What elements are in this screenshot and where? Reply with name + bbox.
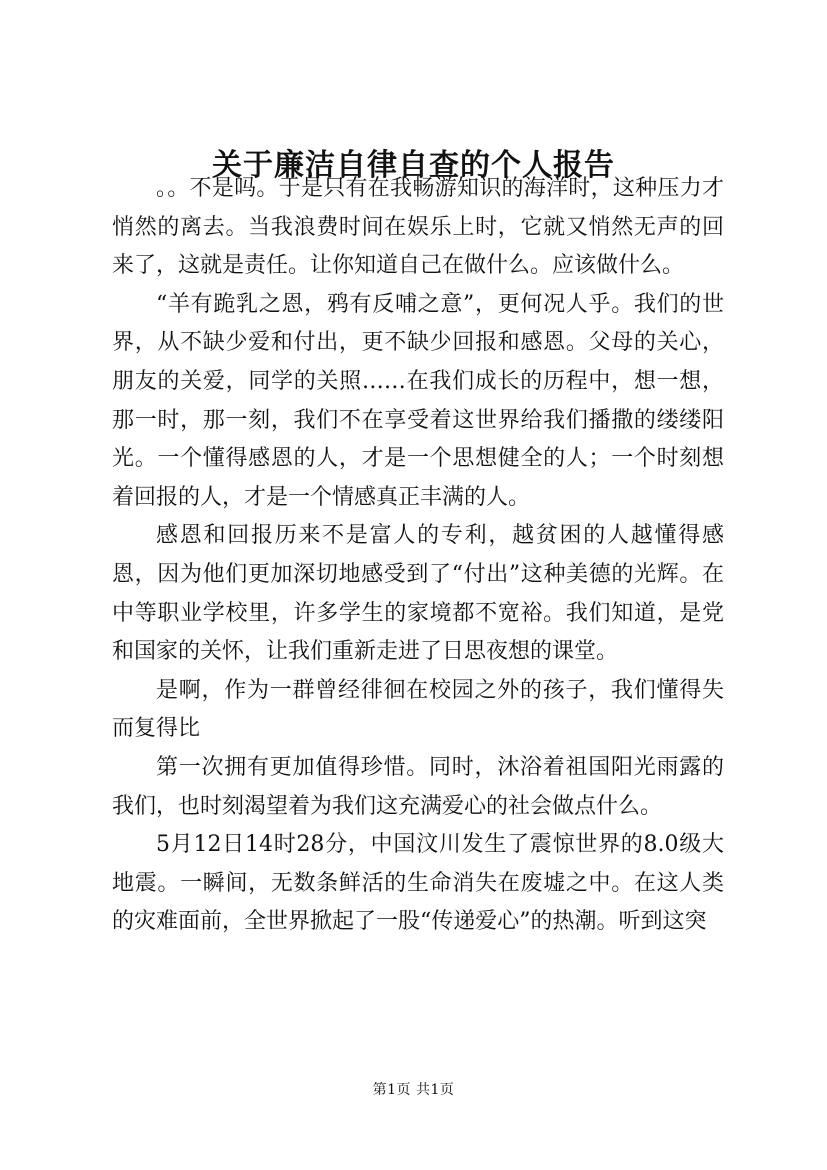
- paragraph: 感恩和回报历来不是富人的专利，越贫困的人越懂得感恩，因为他们更加深切地感受到了“付出”这种美德的光辉。在中等职业学校里，许多学生的家境都不宽裕。我们知道，是党和国家的关怀，让我们重新走进了日思夜想的课堂。: [112, 523, 724, 665]
- document-body: [112, 170, 724, 942]
- paragraph: 5月12日14时28分，中国汶川发生了震惊世界的8.0级大地震。一瞬间，无数条鲜活的生命消失在废墟之中。在这人类的灾难面前，全世界掀起了一股“传递爱心”的热潮。听到这突: [112, 832, 724, 935]
- paragraph: 。。不是吗。于是只有在我畅游知识的海洋时，这种压力才悄然的离去。当我浪费时间在娱乐上时，它就又悄然无声的回来了，这就是责任。让你知道自己在做什么。应该做什么。: [112, 176, 724, 279]
- page-footer: 第1页 共1页: [372, 1082, 455, 1098]
- paragraph: 是啊，作为一群曾经徘徊在校园之外的孩子，我们懂得失而复得比: [112, 677, 724, 742]
- document-title: 关于廉洁自律自查的个人报告: [212, 148, 615, 183]
- paragraph: “羊有跪乳之恩，鸦有反哺之意”，更何况人乎。我们的世界，从不缺少爱和付出，更不缺少回报和感恩。父母的关心，朋友的关爱，同学的关照……在我们成长的历程中，想一想，那一时，那一刻，我们不在享受着这世界给我们播撒的缕缕阳光。一个懂得感恩的人，才是一个思想健全的人；一个时刻想着回报的人，才是一个情感真正丰满的人。: [112, 291, 724, 510]
- paragraph: 第一次拥有更加值得珍惜。同时，沐浴着祖国阳光雨露的我们，也时刻渴望着为我们这充满爱心的社会做点什么。: [112, 754, 724, 819]
